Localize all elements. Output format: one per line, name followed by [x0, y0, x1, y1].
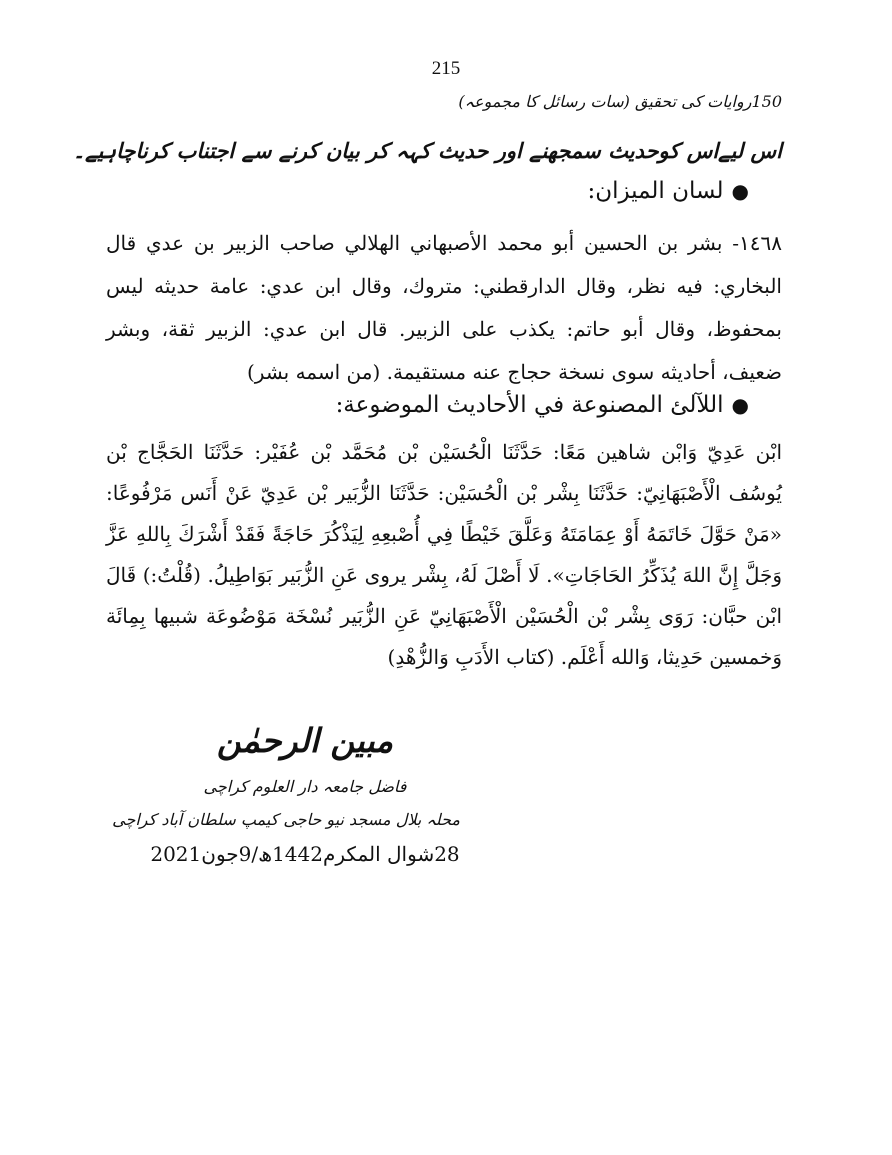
- bullet-icon: ●: [731, 179, 749, 203]
- paragraph-al-laali: ابْن عَدِيّ وَابْن شاهين مَعًا: حَدَّثَنَا الْحُسَيْن بْن مُحَمَّد بْن عُفَيْر: حَدَّثَنَا الحَجَّاج بْن يُوسُف الْأَصْبَهَانِيّ: حَدَّثَنَا بِشْر بْن الْحُسَيْن: حَدَّثَنَا الزُّبَير بْن عَدِيّ عَنْ أَنَس مَرْفُوعًا: «مَنْ حَوَّلَ خَاتَمَهُ أَوْ عِمَامَتَهُ وَعَلَّقَ خَيْطًا فِي أُصْبعِهِ لِيَذْكُرَ حَاجَةً فَقَدْ أَشْرَكَ بِاللهِ عَزَّ وَجَلَّ إِنَّ اللهَ يُذَكِّرُ الحَاجَاتِ». لَا أَصْلَ لَهُ، بِشْر يروى عَنِ الزُّبَير بَوَاطِيلُ. (قُلْتُ:) قَالَ ابْن حبَّان: رَوَى بِشْر بْن الْحُسَيْن الْأَصْبَهَانِيّ عَنِ الزُّبَير نُسْخَة مَوْضُوعَة شبيها بِمِائَة وَخمسين حَدِيثا، وَالله أَعْلَم. (كتاب الأَدَبِ وَالزُّهْدِ): [106, 440, 782, 669]
- section-heading-al-laali: [336, 392, 749, 418]
- signature-block: [112, 712, 460, 872]
- running-header: 150روایات کی تحقیق (سات رسائل کا مجموعہ): [458, 92, 782, 111]
- author-address: محلہ بلال مسجد نیو حاجی کیمپ سلطان آباد کراچی: [112, 810, 460, 829]
- section-heading-lisan-al-mizan: [587, 178, 749, 204]
- section-heading-text: لسان الميزان:: [587, 178, 724, 204]
- author-affiliation: فاضل جامعہ دار العلوم کراچی: [203, 777, 407, 796]
- intro-line: اس لیےاس کوحدیث سمجھنے اور حدیث کہہ کر بیان کرنے سے اجتناب کرناچاہیے۔: [72, 138, 782, 163]
- paragraph-lisan-al-mizan: ١٤٦٨- بشر بن الحسين أبو محمد الأصبهاني الهلالي صاحب الزبير بن عدي قال البخاري: فيه نظر، وقال الدارقطني: متروك، وقال ابن عدي: عامة حديثه ليس بمحفوظ، وقال أبو حاتم: يكذب على الزبير. قال ابن عدي: الزبير ثقة، وبشر ضعيف، أحاديثه سوى نسخة حجاج عنه مستقيمة. (من اسمه بشر): [106, 231, 782, 384]
- signature-date: 28شوال المکرم1442ھ/9جون2021: [150, 842, 460, 866]
- page-number: 215: [431, 58, 461, 79]
- section-heading-text: اللآلئ المصنوعة في الأحاديث الموضوعة:: [335, 392, 724, 418]
- author-signature: مبین الرحمٰن: [216, 721, 394, 760]
- bullet-icon: ●: [731, 393, 749, 417]
